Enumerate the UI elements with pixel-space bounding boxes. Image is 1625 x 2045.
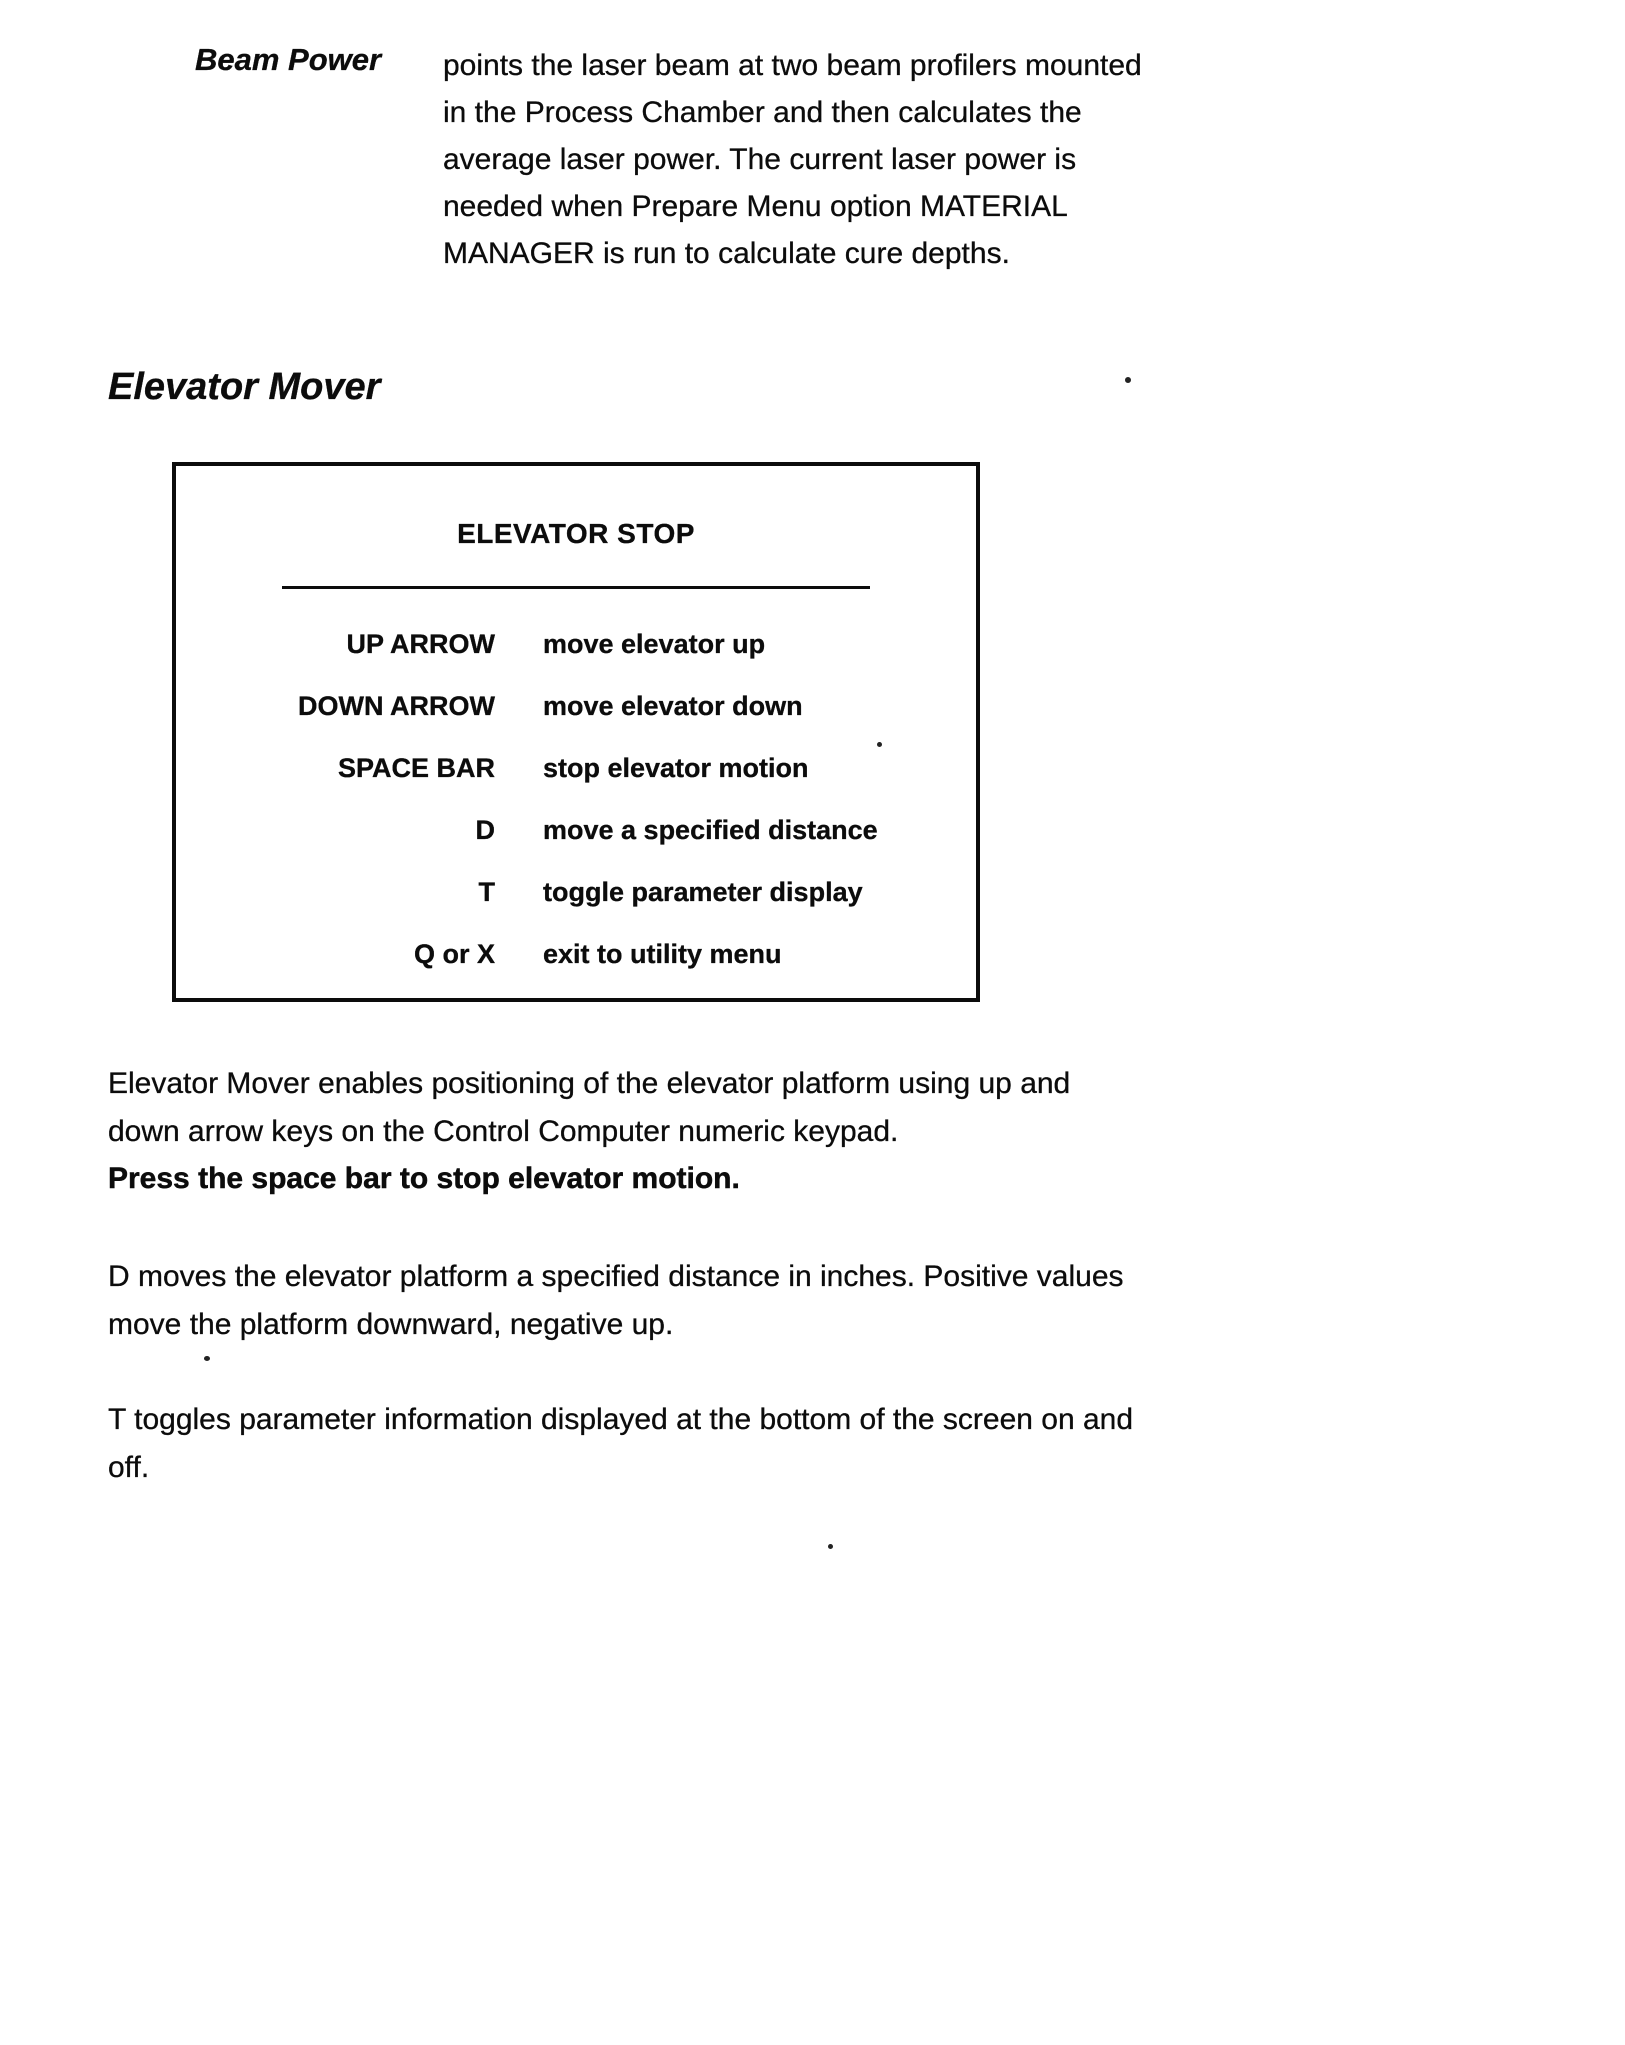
key-label: DOWN ARROW <box>298 691 495 721</box>
key-action: stop elevator motion <box>543 753 809 783</box>
scan-artifact-dot <box>828 1544 833 1549</box>
elevator-stop-menu-box <box>172 462 980 1002</box>
definition-term: Beam Power <box>195 42 382 77</box>
paragraph-text: D moves the elevator platform a specified distance in inches. Positive values move the platform downward, negative up. <box>108 1260 1124 1341</box>
key-label: SPACE BAR <box>337 753 495 783</box>
menu-divider <box>282 586 870 589</box>
paragraph <box>108 1253 1148 1348</box>
key-action: move elevator up <box>543 629 766 659</box>
key-binding-table <box>176 627 976 971</box>
scan-artifact-dot <box>877 742 882 747</box>
key-action: exit to utility menu <box>543 939 782 969</box>
scan-artifact-dot <box>1125 377 1131 383</box>
paragraph-bold-text: Press the space bar to stop elevator motion. <box>108 1162 740 1195</box>
definition-text: points the laser beam at two beam profilers mounted in the Process Chamber and then calculates the average laser power. The current laser power is needed when Prepare Menu option MATERIAL MANAGER is run to calculate cure depths. <box>443 49 1142 270</box>
key-label: UP ARROW <box>346 629 495 659</box>
paragraph <box>108 1396 1148 1491</box>
key-label: T <box>478 877 495 907</box>
key-label: D <box>475 815 495 845</box>
section-heading: Elevator Mover <box>108 366 381 408</box>
paragraph-text: T toggles parameter information displayed at the bottom of the screen on and off. <box>108 1403 1134 1484</box>
scan-artifact-dot <box>204 1356 210 1361</box>
paragraph <box>108 1060 1148 1203</box>
key-action: move elevator down <box>543 691 803 721</box>
menu-box-title: ELEVATOR STOP <box>457 518 695 549</box>
key-action: move a specified distance <box>543 815 878 845</box>
key-action: toggle parameter display <box>543 877 863 907</box>
paragraph-text: Elevator Mover enables positioning of the elevator platform using up and down arrow keys on the Control Computer numeric keypad. <box>108 1067 1071 1148</box>
key-label: Q or X <box>413 939 495 969</box>
